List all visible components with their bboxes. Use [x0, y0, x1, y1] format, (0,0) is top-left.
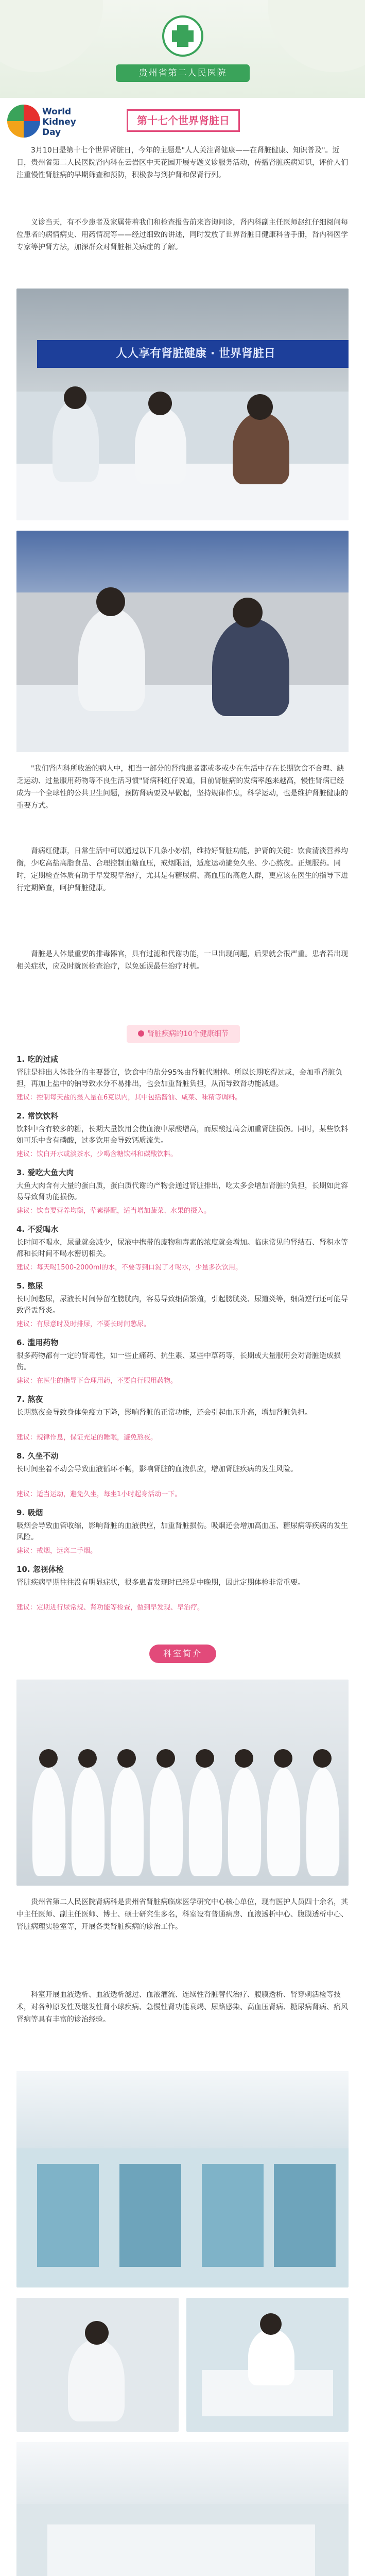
person-head [85, 2321, 109, 2345]
article-paragraph-3: "我们肾内科所收治的病人中，相当一部分的肾病患者都或多或少在生活中存在长期饮食不合理、缺乏运动、过量服用药物等不良生活习惯"肾病科红仔说道，目前肾脏病的发病率越来越高，慢性肾病已经成为一个全球性的公共卫生问题，预防肾病要及早做起，坚持规律作息，科学运动，也是维护肾脏健康的重要方式。 [16, 765, 348, 810]
ward-photo-2 [16, 2298, 179, 2432]
tip-heading: 6. 滥用药物 [16, 1338, 59, 1347]
photo-ceiling [16, 2442, 349, 2504]
tip-advice: 建议：饮白开水或淡茶水，少喝含糖饮料和碳酸饮料。 [16, 1150, 178, 1158]
person [53, 399, 99, 482]
cross-shape [172, 30, 194, 42]
machine [37, 2164, 99, 2267]
article-paragraph-4: 肾病红健康，日常生活中可以通过以下几条小妙招，维持好肾脏功能，护肾的关键：饮食清淡营养均衡，少吃高盐高脂食品、合理控制血糖血压，戒烟限酒，适度运动避免久坐、少心熬夜。正规服药。同时，定期检查体质有助于早发现早治疗，尤其是有糖尿病、高血压的高危人群，更应该在医生的指导下进行定期筛查，呵护肾脏健康。 [16, 847, 348, 892]
tip-heading: 5. 憋尿 [16, 1281, 43, 1291]
event-photo-1 [16, 289, 349, 520]
team-photo [16, 1680, 349, 1886]
team-member-head [313, 1749, 332, 1768]
article-paragraph-5: 肾脏是人体最重要的排毒器官，具有过滤和代谢功能，一旦出现问题，后果就会很严重。患者若出现相关症状，应及时就医检查治疗，以免延误最佳治疗时机。 [16, 950, 348, 971]
team-member [188, 1767, 222, 1876]
person [68, 2339, 125, 2421]
team-member [32, 1767, 66, 1876]
tip-advice: 建议：戒烟，远离二手烟。 [16, 1547, 97, 1555]
tip-advice: 建议：有尿意时及时排尿，不要长时间憋尿。 [16, 1320, 151, 1328]
team-member [267, 1767, 301, 1876]
person-head [96, 587, 125, 616]
tip-heading: 3. 爱吃大鱼大肉 [16, 1168, 74, 1177]
team-member-head [39, 1749, 58, 1768]
person-head [148, 392, 172, 415]
dot-icon [138, 1030, 144, 1037]
tip-body: 很多药物都有一定的肾毒性，如一些止痛药、抗生素、某些中草药等，长期或大量服用会对肾脏造成损伤。 [16, 1352, 341, 1371]
wkd-line3: Day [42, 127, 61, 138]
team-member-head [235, 1749, 253, 1768]
tip-body: 大鱼大肉含有大量的蛋白质，蛋白质代谢的产物会通过肾脏排出，吃太多会增加肾脏的负担，长期如此容易导致肾功能损伤。 [16, 1182, 348, 1201]
dept-tag: 科室简介 [149, 1645, 216, 1663]
person-head [247, 394, 273, 420]
tip-body: 饮料中含有较多的糖，长期大量饮用会使血液中尿酸增高，而尿酸过高会加重肾脏损伤。同时，某些饮料如可乐中含有磷酸，过多饮用会导致钙质流失。 [16, 1125, 348, 1145]
tip-advice: 建议：控制每天盐的摄入量在6克以内，其中包括酱油、咸菜、味精等调料。 [16, 1094, 242, 1101]
tip-advice: 建议：饮食要营养均衡，荤素搭配，适当增加蔬菜、水果的摄入。 [16, 1207, 211, 1215]
team-member [110, 1767, 144, 1876]
person-head [233, 598, 263, 628]
wkd-text [42, 107, 76, 138]
tip-advice: 建议：适当运动，避免久坐，每坐1小时起身活动一下。 [16, 1490, 182, 1498]
team-member [149, 1767, 183, 1876]
tip-heading: 1. 吃的过咸 [16, 1055, 59, 1064]
event-photo-2 [16, 531, 349, 752]
team-member-head [78, 1749, 97, 1768]
tip-heading: 10. 忽视体检 [16, 1565, 64, 1574]
page-header [0, 0, 365, 98]
team-member-head [196, 1749, 214, 1768]
ward-photo-1 [16, 2071, 349, 2287]
person [233, 412, 289, 484]
dept-paragraph-2: 科室开展血液透析、血液透析滤过、血液灌流、连续性肾脏替代治疗、腹膜透析、肾穿刺活检等技术，对各种原发性及继发性肾小球疾病、急慢性肾功能衰竭、尿路感染、高血压肾病、糖尿病肾病、痛风肾病等具有丰富的诊治经验。 [16, 1991, 348, 2024]
dept-tag-band [0, 1638, 365, 1669]
person [135, 407, 186, 484]
article-title: 第十七个世界肾脏日 [127, 109, 240, 132]
wkd-line2: Kidney [42, 117, 76, 127]
tip-body: 肾脏是排出人体盐分的主要器官，饮食中的盐分95%由肾脏代谢掉。所以长期吃得过咸，会加重肾脏负担，再加上盐中的钠导致水分不易排出，也会加重肾脏负担，从而导致肾功能减退。 [16, 1069, 343, 1088]
tips-title-text: 肾脏疾病的10个健康细节 [147, 1030, 229, 1038]
tip-body: 长时间憋尿，尿液长时间停留在膀胱内，容易导致细菌繁殖，引起膀胱炎、尿道炎等，细菌逆行还可能导致肾盂肾炎。 [16, 1295, 348, 1315]
team-member-head [117, 1749, 136, 1768]
decoration [0, 0, 103, 72]
team-member [228, 1767, 262, 1876]
article-intro: 3月10日是第十七个世界肾脏日，今年的主题是"人人关注肾健康——在肾脏健康、知识普及"。近日，贵州省第二人民医院肾内科在云岩区中天花园开展专题义诊服务活动，传播肾脏疾病知识，评价人们注重慢性肾脏病的早期筛查和预防，积极参与到护肾和保肾行列。 [16, 146, 348, 179]
team-member-head [157, 1749, 175, 1768]
team-member [306, 1767, 340, 1876]
tip-body: 长期熬夜会导致身体免疫力下降，影响肾脏的正常功能，还会引起血压升高，增加肾脏负担。 [16, 1409, 312, 1417]
photo-table [16, 685, 349, 752]
photo-banner: 人人享有肾脏健康 · 世界肾脏日 [37, 340, 349, 368]
tip-advice: 建议：定期进行尿常规、肾功能等检查，做到早发现、早治疗。 [16, 1604, 204, 1612]
machine [202, 2164, 264, 2267]
tip-heading: 4. 不爱喝水 [16, 1225, 59, 1234]
machine [119, 2164, 181, 2267]
kidney-wheel-icon [7, 105, 40, 138]
dept-intro: 贵州省第二人民医院肾病科是贵州省肾脏病临床医学研究中心核心单位，现有医护人员四十余名，其中主任医师、副主任医师、博士、硕士研究生多名，科室设有普通病房、血液透析中心、腹膜透析中心、肾脏病理实验室等，开展各类肾脏疾病的诊治工作。 [16, 1898, 348, 1931]
tip-heading: 9. 吸烟 [16, 1508, 43, 1517]
tip-heading: 7. 熬夜 [16, 1395, 43, 1404]
decoration [268, 0, 365, 72]
bed [47, 2524, 315, 2576]
tip-heading: 8. 久坐不动 [16, 1451, 59, 1461]
team-member [71, 1767, 105, 1876]
photo-ceiling [16, 2071, 349, 2148]
hospital-logo-icon [162, 15, 203, 57]
hospital-name: 贵州省第二人民医院 [116, 64, 250, 82]
tip-body: 长时间坐着不动会导致血液循环不畅，影响肾脏的血液供应，增加肾脏疾病的发生风险。 [16, 1465, 298, 1473]
person [78, 608, 145, 711]
ward-photo-4 [16, 2442, 349, 2576]
tips-section-title [127, 1025, 240, 1043]
tip-heading: 2. 常饮饮料 [16, 1111, 59, 1121]
wkd-line1: World [42, 107, 72, 117]
tip-body: 肾脏疾病早期往往没有明显症状，很多患者发现时已经是中晚期，因此定期体检非常重要。 [16, 1579, 305, 1587]
tip-body: 长时间不喝水，尿量就会减少，尿液中携带的废物和毒素的浓度就会增加。临床常见的肾结石、肾积水等都和长时间不喝水密切相关。 [16, 1239, 348, 1258]
tip-advice: 建议：每天喝1500-2000ml的水，不要等到口渴了才喝水，少量多次饮用。 [16, 1264, 242, 1272]
ward-photo-3 [186, 2298, 349, 2432]
article-paragraph-2: 义诊当天，有不少患者及家属带着我们和检查报告前来咨询问诊，肾内科副主任医师赵红仔细阅问每位患者的病情病史、用药情况等——经过细致的讲述，同时发放了世界肾脏日健康科普手册，肾内科医学专家等护肾方法，加深群众对肾脏相关病症的了解。 [16, 218, 348, 251]
photo-sky [16, 531, 349, 592]
person [248, 2329, 294, 2385]
tip-advice: 建议：在医生的指导下合理用药，不要自行服用药物。 [16, 1377, 178, 1385]
machine [274, 2164, 336, 2267]
person-head [64, 386, 86, 409]
tip-advice: 建议：规律作息，保证充足的睡眠，避免熬夜。 [16, 1434, 158, 1442]
person-head [260, 2313, 282, 2335]
team-member-head [274, 1749, 292, 1768]
person [212, 618, 289, 716]
tip-body: 吸烟会导致血管收缩，影响肾脏的血液供应，加重肾脏损伤。吸烟还会增加高血压、糖尿病等疾病的发生风险。 [16, 1522, 348, 1541]
